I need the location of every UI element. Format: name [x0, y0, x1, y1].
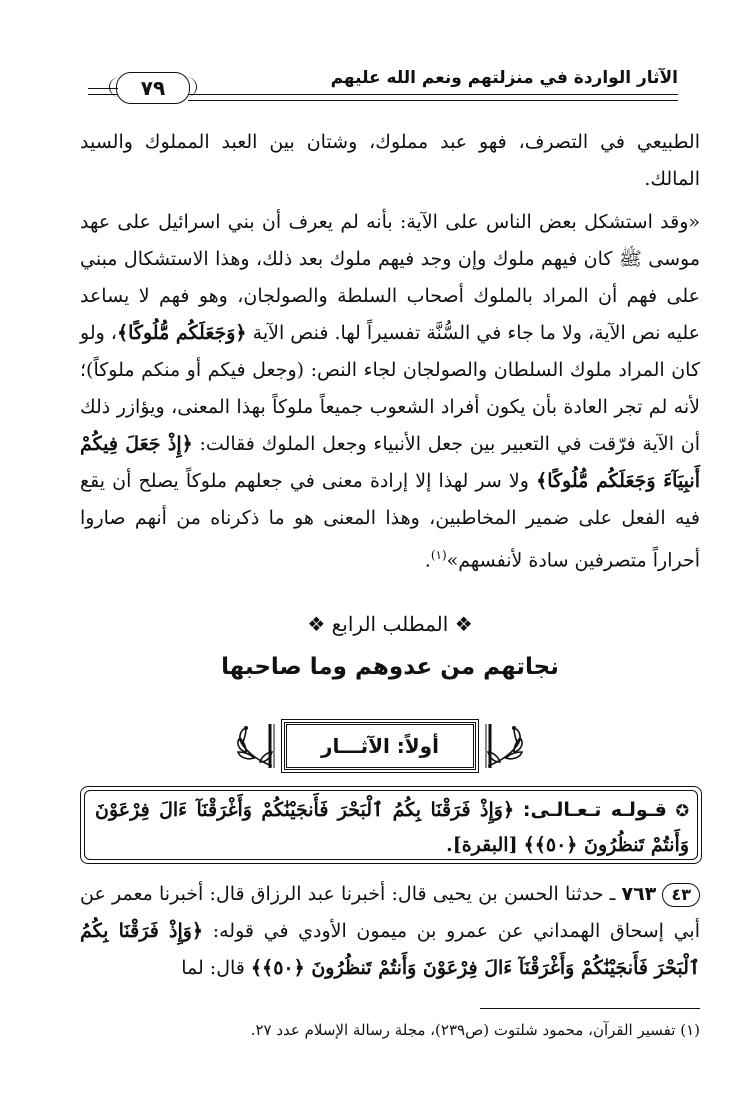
- athar-heading: [232, 718, 528, 774]
- section-title: نجاتهم من عدوهم وما صاحبها: [221, 654, 559, 680]
- narration-line-1: ـ حدثنا الحسن بن يحيى قال: أخبرنا عبد الرزاق قال: أخبرنا معمر عن أبي إسحاق الهمداني عن عمرو بن ميمون الأودي في قوله:: [80, 883, 700, 942]
- floral-ornament-left-icon: [232, 722, 276, 770]
- star-icon: ✪: [675, 801, 690, 820]
- narration-badge: ٤٣: [662, 883, 700, 907]
- narration-block: [80, 876, 700, 987]
- footnote-1: (١) تفسير القرآن، محمود شلتوت (ص٢٣٩)، مجلة رسالة الإسلام عدد ٢٧.: [250, 1021, 700, 1039]
- running-header: [88, 66, 678, 106]
- verse-box: [80, 786, 702, 864]
- paragraph-2-part-3: ولا سر لهذا إلا إرادة معنى في جعلهم ملوكاً يصلح أن يقع فيه الفعل على ضمير المخاطبين، وهذا المعنى هو ما ذكرناه من أنهم صاروا أحراراً متصرفين سادة لأنفسهم»: [80, 470, 700, 572]
- athar-label: أولاً: الآثـــار: [284, 722, 476, 770]
- verse-text: [95, 793, 689, 862]
- verse-label: قـولـه تـعـالـى:: [522, 799, 667, 821]
- narration-number: ٧٦٣: [621, 883, 657, 905]
- verse-quran-text: ﴿وَإِذْ فَرَقْنَا بِكُمُ ٱلْبَحْرَ فَأَنجَيْنَٰكُمْ وَأَغْرَقْنَآ ءَالَ فِرْعَوْنَ وَأَنتُمْ تَنظُرُونَ ﴿٥٠﴾﴾: [95, 799, 689, 856]
- body-text-quote: [80, 204, 700, 579]
- floral-ornament-right-icon: [484, 722, 528, 770]
- paragraph-2-end: .: [424, 549, 431, 572]
- section-subtitle: ❖ المطلب الرابع ❖: [307, 612, 473, 636]
- paragraph-2-part-1: «وقد استشكل بعض الناس على الآية: بأنه لم يعرف أن بني اسرائيل على عهد موسى ﷺ كان فيهم ملوك وإن وجد فيهم ملوك بعد ذلك، وهذا الاستشكال مبني على فهم أن المراد بالملوك أصحاب السلطة والصولجان، وهو فهم لا يساعد عليه نص الآية، ولا ما جاء في السُّنَّة تفسيراً لها. فنص الآية: [80, 211, 701, 344]
- footnote-reference[interactable]: (١): [430, 548, 447, 562]
- page-number: ٧٩: [116, 72, 190, 104]
- narration-line-2: قال: لما: [181, 957, 251, 979]
- narration-quran: ﴿وَإِذْ فَرَقْنَا بِكُمُ ٱلْبَحْرَ فَأَنجَيْنَٰكُمْ وَأَغْرَقْنَآ ءَالَ فِرْعَوْنَ وَأَنتُمْ تَنظُرُونَ ﴿٥٠﴾﴾: [80, 920, 700, 979]
- verse-reference: [البقرة].: [446, 834, 518, 856]
- quran-quote-1: ﴿وَجَعَلَكُم مُّلُوكًا﴾: [117, 322, 247, 344]
- paragraph-2: [80, 204, 700, 579]
- body-text-top: [80, 124, 700, 198]
- header-rule: [188, 94, 678, 101]
- footnote-separator: [480, 1008, 700, 1009]
- quran-quote-2: ﴿إِذْ جَعَلَ فِيكُمْ أَنبِيَآءَ وَجَعَلَكُم مُّلُوكًا﴾: [80, 433, 700, 492]
- paragraph-1: الطبيعي في التصرف، فهو عبد مملوك، وشتان بين العبد المملوك والسيد المالك.: [80, 131, 700, 190]
- paragraph-2-part-2: ، ولو كان المراد ملوك السلطان والصولجان لجاء النص: (وجعل فيكم أو منكم ملوكاً)؛ لأنه لم تجر العادة بأن يكون أفراد الشعوب جميعاً ملوكاً بهذا المعنى، ويؤازر ذلك أن الآية فرّقت في التعبير بين جعل الأنبياء وجعل الملوك فقالت:: [80, 322, 700, 455]
- narration-paragraph: [80, 876, 700, 987]
- header-title: الآثار الواردة في منزلتهم ونعم الله عليهم: [330, 68, 678, 88]
